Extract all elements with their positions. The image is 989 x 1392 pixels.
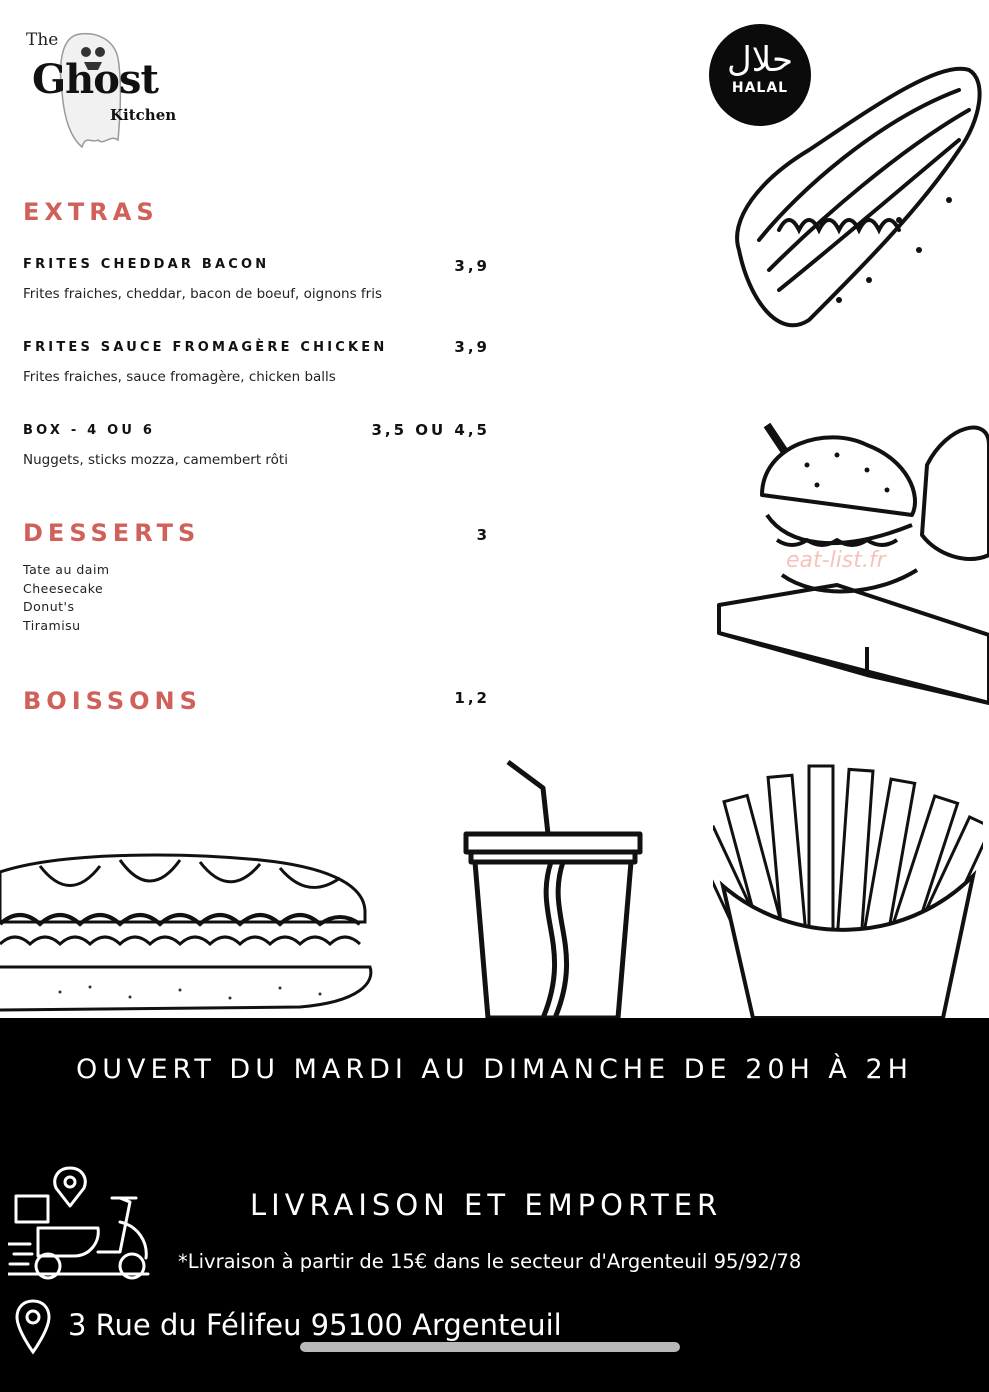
section-title-extras: EXTRAS: [23, 198, 159, 226]
dessert-item: Cheesecake: [23, 580, 104, 596]
halal-arabic-text: حلال: [726, 40, 793, 80]
item-desc-frites-cheddar: Frites fraiches, cheddar, bacon de boeuf, oignons fris: [23, 286, 382, 302]
item-price-box: 3,5 OU 4,5: [371, 421, 490, 439]
dessert-item: Tate au daim: [23, 562, 110, 577]
watermark-text: eat-list.fr: [786, 548, 886, 573]
scrollbar-handle[interactable]: [300, 1342, 680, 1352]
footer-banner: [0, 1018, 989, 1392]
hotdog-illustration: [719, 40, 989, 340]
desserts-price: 3: [476, 526, 490, 544]
section-title-desserts: DESSERTS: [23, 519, 201, 547]
sandwich-illustration: [0, 852, 380, 1012]
item-price-frites-cheddar: 3,9: [454, 257, 490, 275]
boissons-price: 1,2: [454, 689, 490, 707]
logo-text-kitchen: Kitchen: [110, 106, 177, 124]
item-name-box: BOX - 4 OU 6: [23, 423, 156, 438]
logo-text-the: The: [26, 30, 59, 50]
item-price-frites-fromagere: 3,9: [454, 338, 490, 356]
delivery-note: *Livraison à partir de 15€ dans le secteur d'Argenteuil 95/92/78: [178, 1250, 802, 1273]
dessert-item: Tiramisu: [23, 617, 81, 633]
delivery-title: LIVRAISON ET EMPORTER: [250, 1188, 723, 1222]
logo-text-ghost: Ghost: [32, 56, 158, 103]
drink-cup-illustration: [463, 756, 643, 1018]
desserts-list: [23, 561, 110, 635]
address-text: 3 Rue du Félifeu 95100 Argenteuil: [68, 1308, 562, 1342]
dessert-item: Donut's: [23, 599, 75, 614]
ghost-kitchen-logo: [22, 22, 177, 152]
item-name-frites-cheddar: FRITES CHEDDAR BACON: [23, 257, 270, 272]
location-pin-icon: [14, 1298, 52, 1356]
burger-illustration: [717, 385, 989, 705]
delivery-scooter-icon: [8, 1162, 158, 1282]
item-desc-frites-fromagere: Frites fraiches, sauce fromagère, chicken balls: [23, 369, 336, 385]
section-title-boissons: BOISSONS: [23, 687, 202, 715]
fries-illustration: [713, 756, 983, 1018]
item-desc-box: Nuggets, sticks mozza, camembert rôti: [23, 452, 288, 468]
item-name-frites-fromagere: FRITES SAUCE FROMAGÈRE CHICKEN: [23, 340, 388, 355]
halal-label: HALAL: [731, 80, 789, 96]
opening-hours: OUVERT DU MARDI AU DIMANCHE DE 20H À 2H: [76, 1054, 913, 1085]
